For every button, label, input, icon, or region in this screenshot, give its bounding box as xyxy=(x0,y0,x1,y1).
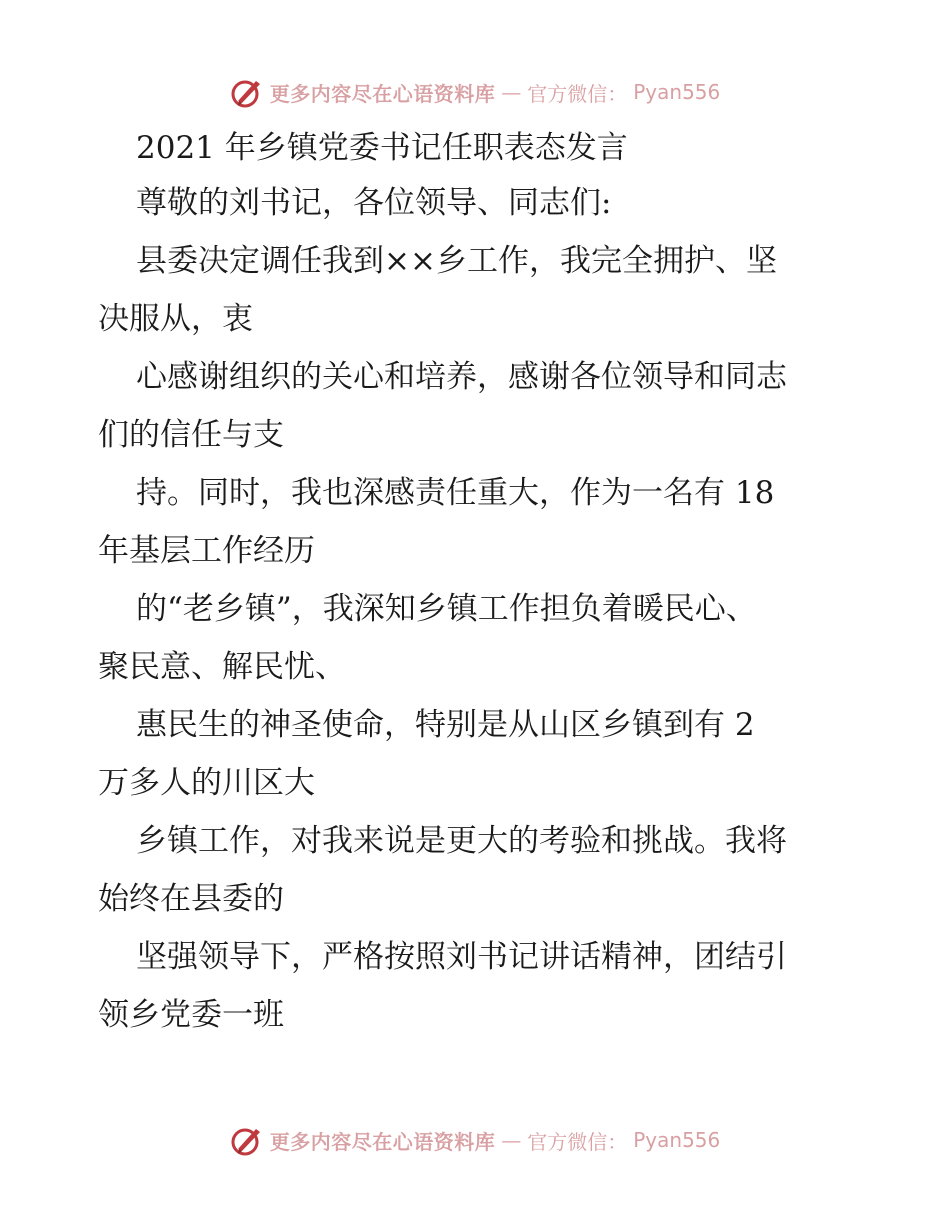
document-line: 始终在县委的 xyxy=(98,881,284,917)
document-body xyxy=(98,122,856,1044)
document-line: 心感谢组织的关心和培养，感谢各位领导和同志 xyxy=(136,359,787,395)
quill-pen-logo-icon xyxy=(230,75,264,109)
header-wechat-id: Pyan556 xyxy=(633,80,721,104)
footer-wechat-id: Pyan556 xyxy=(633,1128,721,1152)
header-wechat-label: 官方微信： xyxy=(527,81,628,106)
document-line: 惠民生的神圣使命，特别是从山区乡镇到有 2 xyxy=(136,707,755,743)
footer-wechat-label: 官方微信： xyxy=(527,1129,628,1154)
footer-banner-dash: — xyxy=(501,1128,522,1152)
quill-pen-logo-icon xyxy=(230,1123,264,1157)
document-line: 坚强领导下，严格按照刘书记讲话精神，团结引 xyxy=(136,939,787,975)
document-title: 2021 年乡镇党委书记任职表态发言 xyxy=(136,130,628,166)
document-line: 决服从，衷 xyxy=(98,301,253,337)
document-line: 年基层工作经历 xyxy=(98,533,315,569)
document-line: 万多人的川区大 xyxy=(98,765,315,801)
document-line: 的“老乡镇”，我深知乡镇工作担负着暖民心、 xyxy=(136,591,757,627)
document-line: 们的信任与支 xyxy=(98,417,284,453)
header-banner-dash: — xyxy=(501,80,522,104)
header-banner xyxy=(0,70,950,114)
document-line: 领乡党委一班 xyxy=(98,997,284,1033)
footer-banner-text: 更多内容尽在心语资料库 xyxy=(269,1129,496,1154)
document-line: 县委决定调任我到××乡工作，我完全拥护、坚 xyxy=(136,243,777,279)
document-line-salutation: 尊敬的刘书记，各位领导、同志们: xyxy=(136,185,612,221)
footer-banner xyxy=(0,1118,950,1162)
document-line: 聚民意、解民忧、 xyxy=(98,649,346,685)
document-line: 持。同时，我也深感责任重大，作为一名有 18 xyxy=(136,475,775,511)
document-line: 乡镇工作，对我来说是更大的考验和挑战。我将 xyxy=(136,823,787,859)
header-banner-text: 更多内容尽在心语资料库 xyxy=(269,81,496,106)
